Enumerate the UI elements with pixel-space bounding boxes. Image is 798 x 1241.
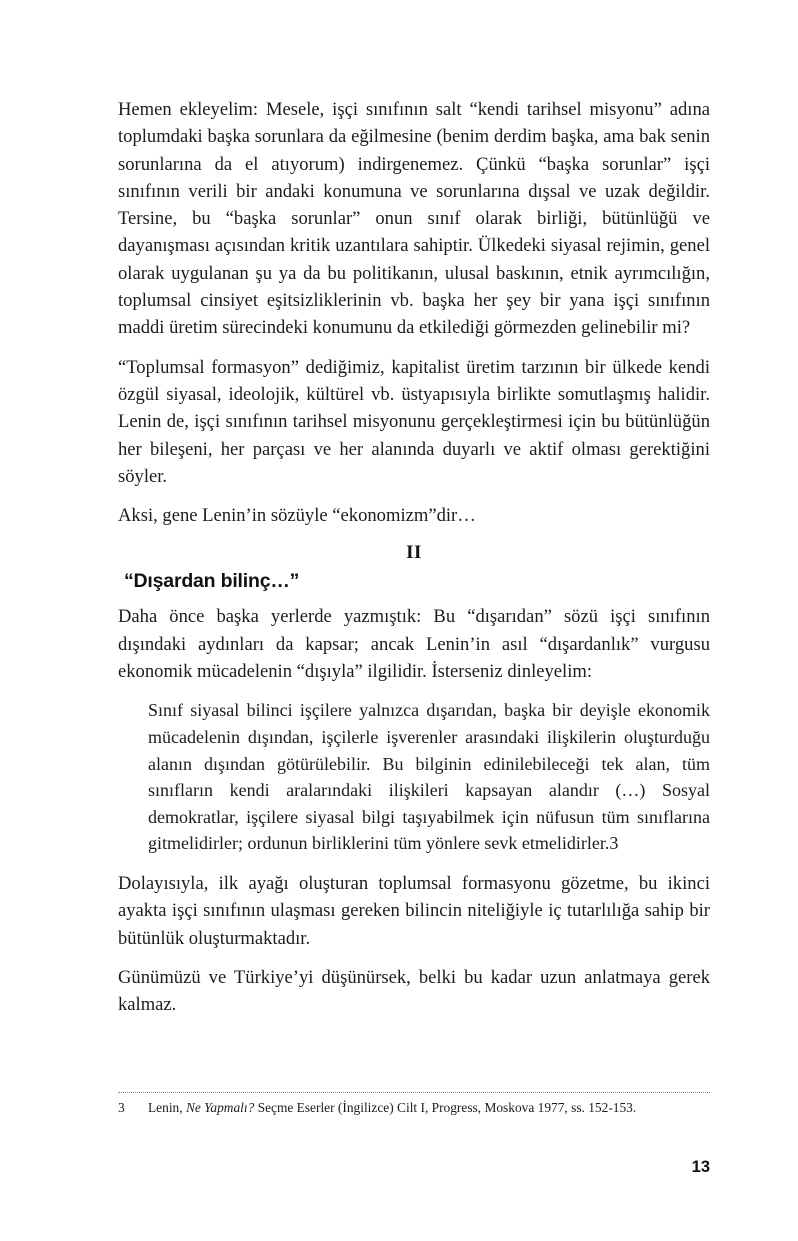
- footnote-separator-rule: [118, 1092, 710, 1093]
- footnote-number: 3: [118, 1100, 125, 1115]
- section-intro-paragraph: Daha önce başka yerlerde yazmıştık: Bu “dışarıdan” sözü işçi sınıfının dışındaki aydınları da kapsar; ancak Lenin’in asıl “dışardanlık” vurgusu ekonomik mücadelenin “dışıyla” ilgilidir. İsterseniz dinleyelim:: [118, 606, 710, 683]
- footnote-text-before-title: Lenin,: [148, 1100, 186, 1115]
- closing-paragraph-2: Günümüzü ve Türkiye’yi düşünürsek, belki bu kadar uzun anlatmaya gerek kalmaz.: [118, 966, 710, 1016]
- footnote-area: [118, 1092, 710, 1117]
- lenin-blockquote: Sınıf siyasal bilinci işçilere yalnızca dışarıdan, başka bir deyişle ekonomik mücadelenin dışından, işçilerle işverenler arasındaki ilişkilerin oluşturduğu alanın dışından götürülebilir. Bu bilginin edinilebileceği tek alan, tüm sınıfların kendi aralarındaki ilişkileri kapsayan alandır (…) Sosyal demokratlar, işçilere siyasal bilgi taşıyabilmek için nüfusun tüm sınıflarına gitmelidirler; ordunun birliklerini tüm yönlere sevk etmelidirler.3: [148, 700, 710, 854]
- paragraph-2: “Toplumsal formasyon” dediğimiz, kapitalist üretim tarzının bir ülkede kendi özgül siyasal, ideolojik, kültürel vb. üstyapısıyla birlikte somutlaşmış halidir. Lenin de, işçi sınıfının tarihsel misyonunu gerçekleştirmesi için bu bütünlüğün her bileşeni, her parçası ve her alanında duyarlı ve aktif olması gerektiğini söyler.: [118, 356, 710, 487]
- footnote-work-title: Ne Yapmalı?: [185, 1100, 255, 1115]
- closing-paragraph-1: Dolayısıyla, ilk ayağı oluşturan toplumsal formasyonu gözetme, bu ikinci ayakta işçi sınıfının ulaşması gereken bilincin niteliğiyle iç tutarlılığa sahip bir bütünlük oluşturmaktadır.: [118, 872, 710, 949]
- section-roman-numeral: II: [406, 542, 422, 564]
- paragraph-3: Aksi, gene Lenin’in sözüyle “ekonomizm”dir…: [118, 505, 476, 527]
- footnote-entry: [118, 1099, 710, 1117]
- page-number: 13: [691, 1158, 710, 1176]
- footnote-text-after-title: Seçme Eserler (İngilizce) Cilt I, Progress, Moskova 1977, ss. 152-153.: [254, 1100, 637, 1115]
- paragraph-1: Hemen ekleyelim: Mesele, işçi sınıfının salt “kendi tarihsel misyonu” adına toplumdaki başka sorunlara da eğilmesine (benim derdim başka, ama bak senin sorunlarına da el atıyorum) indirgenemez. Çünkü “başka sorunlar” işçi sınıfının verili bir andaki konumuna ve sorunlarına dışsal ve uzak değildir. Tersine, bu “başka sorunlar” onun sınıf olarak birliği, bütünlüğü ve dayanışması açısından kritik uzantılara sahiptir. Ülkedeki siyasal rejimin, genel olarak uygulanan şu ya da bu politikanın, ulusal baskının, etnik ayrımcılığın, toplumsal cinsiyet eşitsizliklerinin vb. başka her şey bir yana işçi sınıfının maddi üretim sürecindeki konumunu da etkilediği görmezden gelinebilir mi?: [118, 99, 710, 339]
- section-subtitle: “Dışardan bilinç…”: [124, 570, 300, 593]
- page-content-column: [118, 96, 710, 1030]
